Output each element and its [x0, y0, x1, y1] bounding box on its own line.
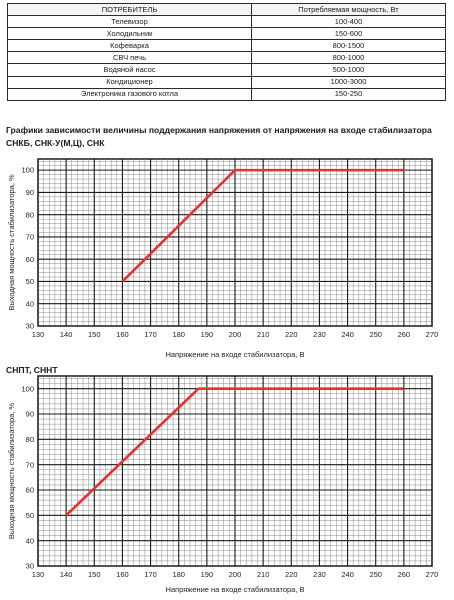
table-row: [8, 40, 446, 52]
x-tick-label: 230: [313, 330, 326, 339]
x-tick-label: 220: [285, 570, 298, 579]
x-tick-label: 260: [397, 570, 411, 579]
x-tick-label: 270: [425, 570, 439, 579]
column-header-power: Потребляемая мощность, Вт: [252, 4, 446, 16]
x-tick-label: 140: [59, 330, 73, 339]
y-tick-label: 50: [25, 510, 34, 520]
y-tick-label: 80: [25, 434, 34, 444]
consumer-cell: Водяной насос: [8, 64, 252, 76]
x-tick-label: 250: [369, 330, 382, 339]
x-tick-label: 230: [313, 570, 326, 579]
x-tick-label: 210: [256, 330, 270, 339]
y-tick-label: 90: [25, 188, 34, 197]
consumer-cell: Электроника газового котла: [8, 88, 252, 100]
charts-heading-line1: Графики зависимости величины поддержания напряжения от напряжения на входе стабилизатора: [6, 125, 432, 135]
column-header-consumer: ПОТРЕБИТЕЛЬ: [8, 4, 252, 16]
power-cell: 1000-3000: [252, 76, 446, 88]
charts-heading-line2: СНКБ, СНК-У(М,Ц), СНК: [6, 137, 105, 148]
y-tick-label: 60: [25, 485, 34, 495]
table-row: [8, 52, 446, 64]
power-cell: 150-250: [252, 88, 446, 100]
consumer-cell: Кофеварка: [8, 40, 252, 52]
chart-snpt: [0, 376, 454, 600]
table-row: [8, 28, 446, 40]
x-tick-label: 170: [144, 570, 157, 579]
table-row: [8, 88, 446, 100]
x-tick-label: 250: [369, 570, 382, 579]
power-cell: 500-1000: [252, 64, 446, 76]
x-tick-label: 190: [200, 330, 214, 339]
power-cell: 800-1500: [252, 40, 446, 52]
x-axis-label: Напряжение на входе стабилизатора, В: [165, 585, 305, 594]
x-tick-label: 180: [172, 570, 185, 579]
x-tick-label: 240: [341, 330, 354, 339]
y-tick-label: 70: [25, 460, 34, 470]
x-tick-label: 240: [341, 570, 354, 579]
chart-snkb: [0, 150, 454, 362]
consumer-cell: СВЧ печь: [8, 52, 252, 64]
x-tick-label: 130: [31, 330, 45, 339]
power-cell: 100-400: [252, 16, 446, 28]
x-tick-label: 200: [228, 330, 242, 339]
x-tick-label: 160: [116, 330, 129, 339]
y-tick-label: 40: [25, 536, 34, 546]
x-tick-label: 190: [200, 570, 214, 579]
y-tick-label: 50: [25, 277, 34, 287]
x-tick-label: 180: [172, 330, 185, 339]
consumer-cell: Холодильник: [8, 28, 252, 40]
power-cell: 800-1000: [252, 52, 446, 64]
y-tick-label: 80: [25, 210, 34, 220]
y-tick-label: 100: [21, 165, 34, 175]
y-tick-label: 100: [21, 384, 34, 394]
y-tick-label: 30: [25, 321, 34, 331]
power-table: [7, 3, 446, 101]
x-tick-label: 210: [256, 570, 270, 579]
consumer-cell: Телевизор: [8, 16, 252, 28]
chart-2-heading: СНПТ, СННТ: [6, 365, 58, 375]
y-axis-label: Выходная мощность стабилизатора, %: [7, 402, 16, 540]
x-tick-label: 260: [397, 330, 411, 339]
x-tick-label: 150: [88, 330, 101, 339]
x-tick-label: 170: [144, 330, 157, 339]
table-row: [8, 76, 446, 88]
y-tick-label: 40: [25, 299, 34, 309]
x-axis-label: Напряжение на входе стабилизатора, В: [165, 350, 305, 359]
y-tick-label: 70: [25, 232, 34, 242]
y-tick-label: 90: [25, 409, 34, 419]
power-cell: 150-600: [252, 28, 446, 40]
charts-heading: [6, 124, 446, 149]
x-tick-label: 160: [116, 570, 129, 579]
x-tick-label: 140: [59, 570, 73, 579]
table-header-row: [8, 4, 446, 16]
y-axis-label: Выходная мощность стабилизатора, %: [7, 174, 16, 311]
x-tick-label: 130: [31, 570, 45, 579]
x-tick-label: 270: [425, 330, 439, 339]
x-tick-label: 200: [228, 570, 242, 579]
x-tick-label: 220: [285, 330, 298, 339]
table-row: [8, 64, 446, 76]
table-row: [8, 16, 446, 28]
y-tick-label: 60: [25, 254, 34, 264]
y-tick-label: 30: [25, 561, 34, 571]
consumer-cell: Кондиционер: [8, 76, 252, 88]
x-tick-label: 150: [88, 570, 101, 579]
